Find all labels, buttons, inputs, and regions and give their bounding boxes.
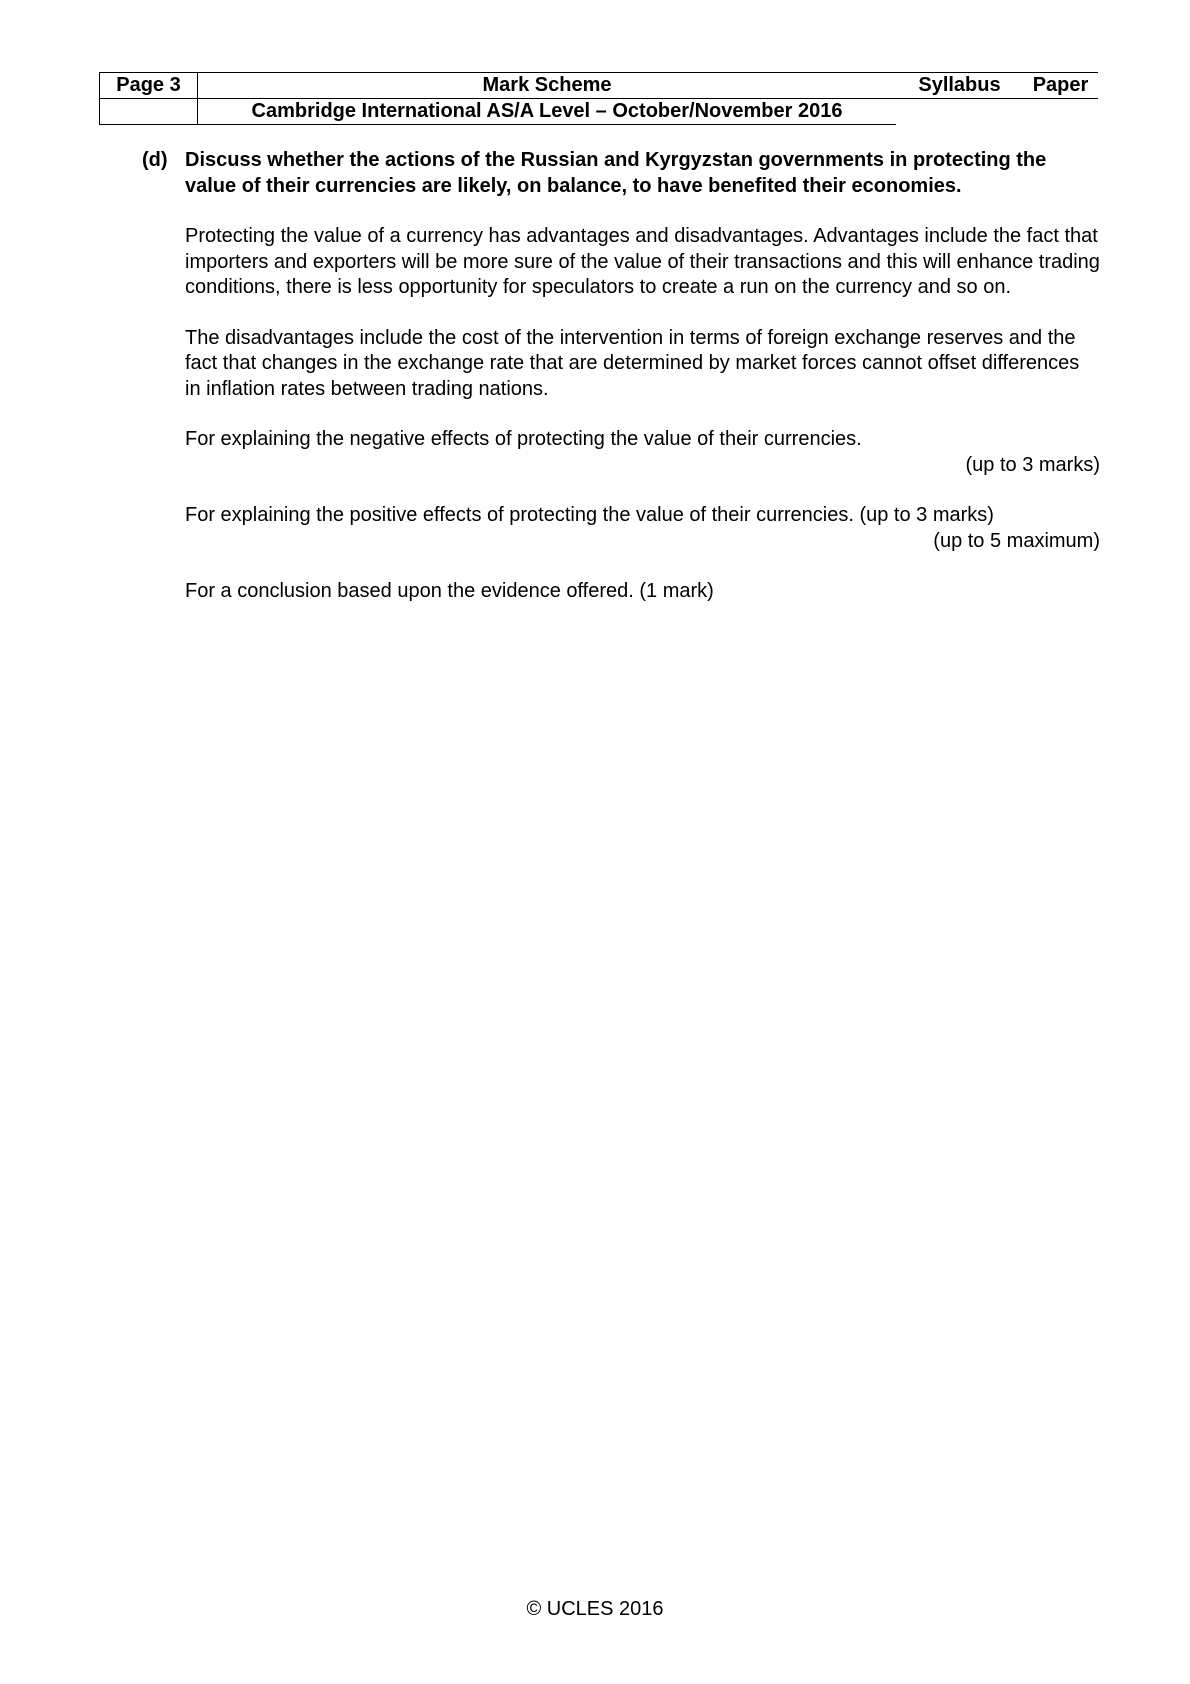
page-number: Page 3 bbox=[100, 73, 198, 99]
conclusion-criterion: For a conclusion based upon the evidence offered. (1 mark) bbox=[185, 580, 714, 602]
maximum-marks: (up to 5 maximum) bbox=[933, 529, 1100, 552]
header-table bbox=[99, 72, 1098, 125]
question-label: (d) bbox=[142, 149, 168, 171]
document-subtitle: Cambridge International AS/A Level – October/November 2016 bbox=[198, 99, 897, 125]
paper-value-empty bbox=[1023, 99, 1098, 125]
syllabus-value-empty bbox=[896, 99, 1023, 125]
paper-label: Paper bbox=[1023, 73, 1098, 99]
syllabus-label: Syllabus bbox=[896, 73, 1023, 99]
copyright-footer: © UCLES 2016 bbox=[526, 1598, 664, 1620]
header-row bbox=[100, 73, 1099, 99]
negative-effects-marks: (up to 3 marks) bbox=[965, 453, 1100, 476]
paragraph-advantages: Protecting the value of a currency has advantages and disadvantages. Advantages include the fact that importers and exporters will be more sure of the value of their transactions and this will enhance trading conditions, there is less opportunity for speculators to create a run on the currency and so on. bbox=[185, 225, 1100, 298]
page-number-empty-cell bbox=[100, 99, 198, 125]
paragraph-disadvantages: The disadvantages include the cost of the intervention in terms of foreign exchange reserves and the fact that changes in the exchange rate that are determined by market forces cannot offset differences in inflation rates between trading nations. bbox=[185, 326, 1080, 400]
negative-effects-criterion: For explaining the negative effects of protecting the value of their currencies. bbox=[185, 428, 862, 450]
header-subrow bbox=[100, 99, 1099, 125]
question-body bbox=[185, 148, 1100, 630]
question-title: Discuss whether the actions of the Russian and Kyrgyzstan governments in protecting the value of their currencies are likely, on balance, to have benefited their economies. bbox=[185, 149, 1047, 197]
positive-effects-criterion: For explaining the positive effects of protecting the value of their currencies. (up to 3 marks) bbox=[185, 504, 994, 526]
document-title: Mark Scheme bbox=[198, 73, 897, 99]
